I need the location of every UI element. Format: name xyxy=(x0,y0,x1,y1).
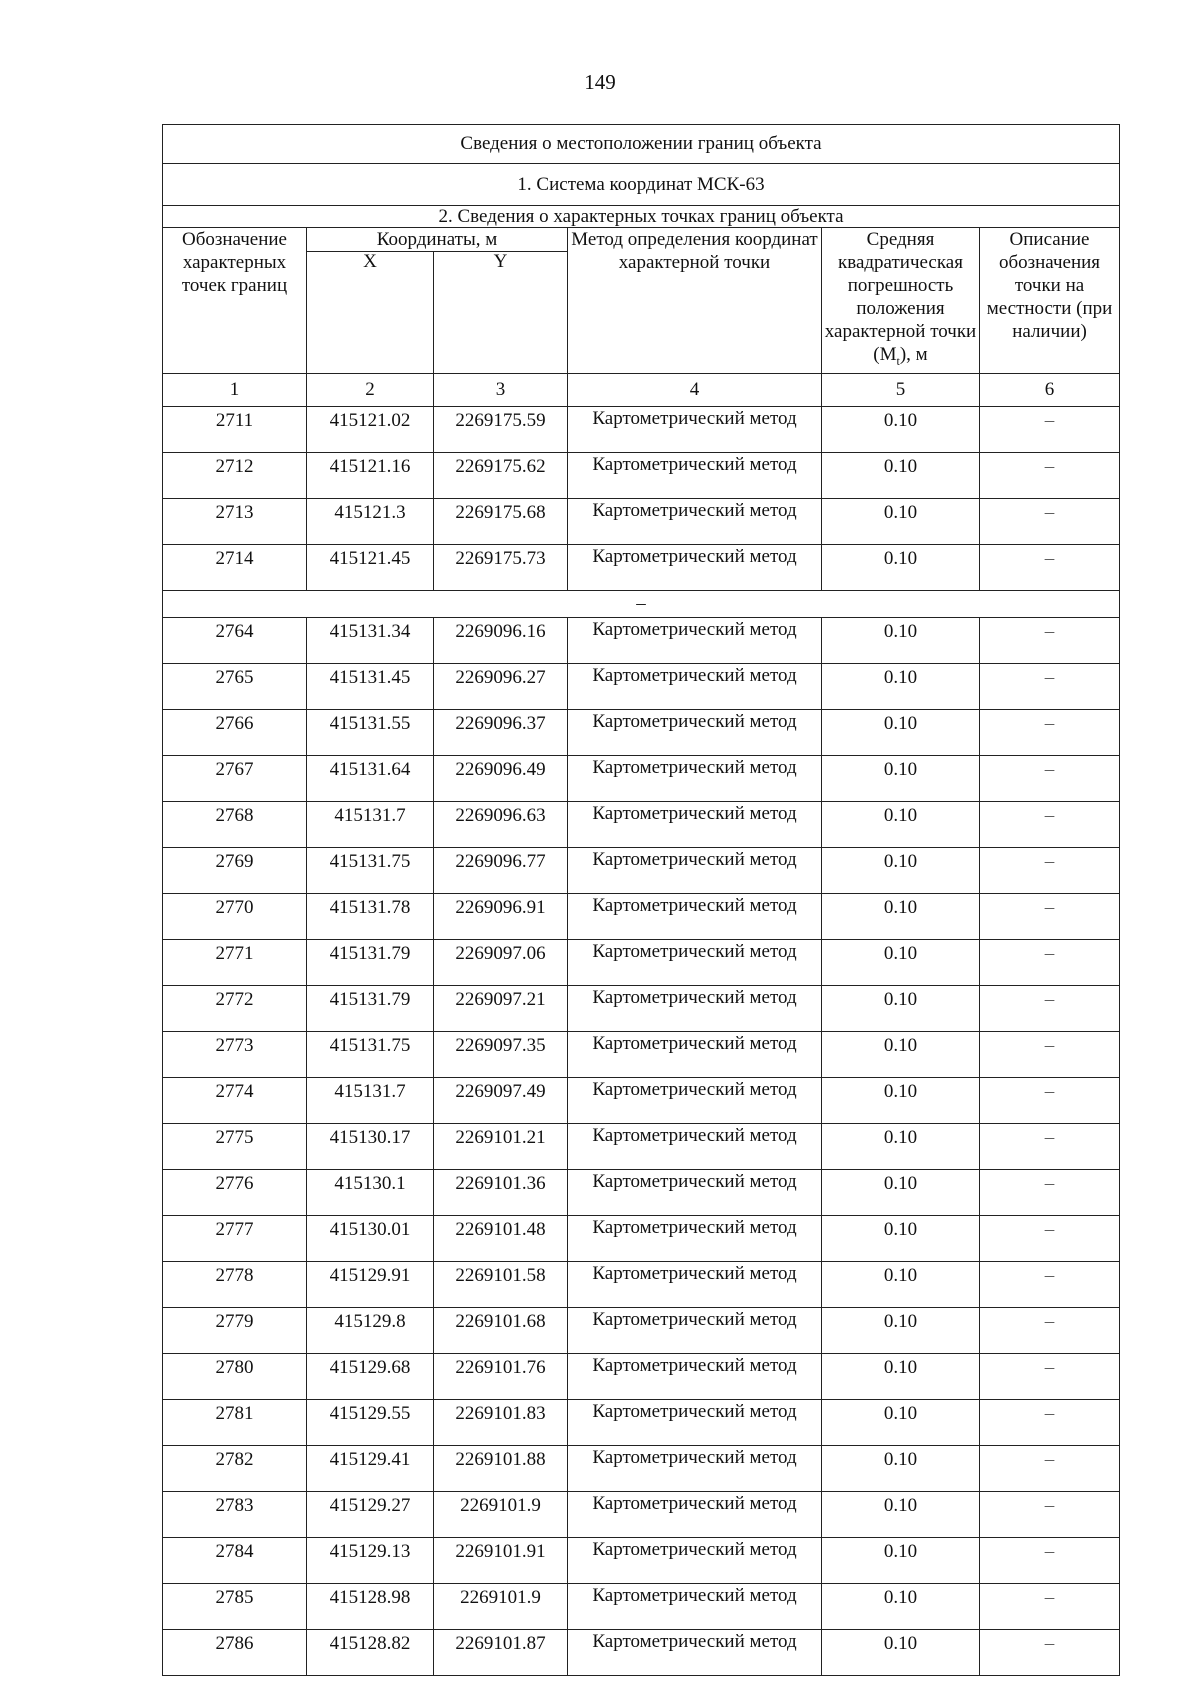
description-cell: – xyxy=(980,985,1120,1031)
method-cell: Картометрический метод xyxy=(568,1399,822,1445)
description-cell: – xyxy=(980,1629,1120,1675)
y-cell: 2269101.21 xyxy=(434,1123,568,1169)
method-cell: Картометрический метод xyxy=(568,617,822,663)
column-number-4: 4 xyxy=(568,373,822,406)
header-error: Средняя квадратическая погрешность положения характерной точки $(M_t)$, м xyxy=(822,228,980,374)
y-cell: 2269096.91 xyxy=(434,893,568,939)
error-cell: 0.10 xyxy=(822,1629,980,1675)
x-cell: 415131.7 xyxy=(307,1077,434,1123)
table-row xyxy=(163,663,1120,709)
method-cell: Картометрический метод xyxy=(568,893,822,939)
page-number: 149 xyxy=(584,70,616,94)
method-cell: Картометрический метод xyxy=(568,1629,822,1675)
x-cell: 415130.1 xyxy=(307,1169,434,1215)
method-cell: Картометрический метод xyxy=(568,1031,822,1077)
description-cell: – xyxy=(980,709,1120,755)
table-row xyxy=(163,1031,1120,1077)
column-numbers-row xyxy=(163,373,1120,406)
x-cell: 415129.55 xyxy=(307,1399,434,1445)
error-cell: 0.10 xyxy=(822,1583,980,1629)
y-cell: 2269101.9 xyxy=(434,1491,568,1537)
header-coordinates: Координаты, м xyxy=(307,228,568,252)
method-cell: Картометрический метод xyxy=(568,406,822,452)
separator-row xyxy=(163,590,1120,617)
method-cell: Картометрический метод xyxy=(568,663,822,709)
point-id-cell: 2784 xyxy=(163,1537,307,1583)
x-cell: 415129.41 xyxy=(307,1445,434,1491)
table-row xyxy=(163,1261,1120,1307)
method-cell: Картометрический метод xyxy=(568,1491,822,1537)
error-cell: 0.10 xyxy=(822,1307,980,1353)
point-id-cell: 2769 xyxy=(163,847,307,893)
y-cell: 2269101.58 xyxy=(434,1261,568,1307)
error-cell: 0.10 xyxy=(822,939,980,985)
header-x: X xyxy=(307,252,434,374)
point-id-cell: 2765 xyxy=(163,663,307,709)
error-cell: 0.10 xyxy=(822,663,980,709)
y-cell: 2269097.21 xyxy=(434,985,568,1031)
point-id-cell: 2712 xyxy=(163,452,307,498)
error-cell: 0.10 xyxy=(822,847,980,893)
description-cell: – xyxy=(980,939,1120,985)
x-cell: 415131.34 xyxy=(307,617,434,663)
y-cell: 2269101.9 xyxy=(434,1583,568,1629)
description-cell: – xyxy=(980,847,1120,893)
point-id-cell: 2768 xyxy=(163,801,307,847)
method-cell: Картометрический метод xyxy=(568,801,822,847)
method-cell: Картометрический метод xyxy=(568,1123,822,1169)
point-id-cell: 2711 xyxy=(163,406,307,452)
description-cell: – xyxy=(980,1077,1120,1123)
table-row xyxy=(163,709,1120,755)
table-row xyxy=(163,1399,1120,1445)
description-cell: – xyxy=(980,801,1120,847)
point-id-cell: 2786 xyxy=(163,1629,307,1675)
error-cell: 0.10 xyxy=(822,406,980,452)
table-title: Сведения о местоположении границ объекта xyxy=(163,125,1120,164)
x-cell: 415131.64 xyxy=(307,755,434,801)
error-cell: 0.10 xyxy=(822,1123,980,1169)
x-cell: 415129.91 xyxy=(307,1261,434,1307)
error-cell: 0.10 xyxy=(822,498,980,544)
x-cell: 415128.82 xyxy=(307,1629,434,1675)
x-cell: 415121.45 xyxy=(307,544,434,590)
error-cell: 0.10 xyxy=(822,1537,980,1583)
point-id-cell: 2714 xyxy=(163,544,307,590)
error-cell: 0.10 xyxy=(822,755,980,801)
y-cell: 2269101.48 xyxy=(434,1215,568,1261)
point-id-cell: 2785 xyxy=(163,1583,307,1629)
point-id-cell: 2767 xyxy=(163,755,307,801)
error-cell: 0.10 xyxy=(822,985,980,1031)
y-cell: 2269097.49 xyxy=(434,1077,568,1123)
x-cell: 415129.8 xyxy=(307,1307,434,1353)
y-cell: 2269101.76 xyxy=(434,1353,568,1399)
x-cell: 415130.17 xyxy=(307,1123,434,1169)
y-cell: 2269101.83 xyxy=(434,1399,568,1445)
y-cell: 2269096.49 xyxy=(434,755,568,801)
column-number-3: 3 xyxy=(434,373,568,406)
error-cell: 0.10 xyxy=(822,452,980,498)
header-description: Описание обозначения точки на местности (при наличии) xyxy=(980,228,1120,374)
table-row xyxy=(163,801,1120,847)
description-cell: – xyxy=(980,1445,1120,1491)
table-row xyxy=(163,544,1120,590)
method-cell: Картометрический метод xyxy=(568,498,822,544)
description-cell: – xyxy=(980,755,1120,801)
point-id-cell: 2778 xyxy=(163,1261,307,1307)
method-cell: Картометрический метод xyxy=(568,985,822,1031)
subsection-title: 2. Сведения о характерных точках границ объекта xyxy=(163,206,1120,228)
x-cell: 415130.01 xyxy=(307,1215,434,1261)
header-y: Y xyxy=(434,252,568,374)
table-row xyxy=(163,406,1120,452)
column-number-6: 6 xyxy=(980,373,1120,406)
point-id-cell: 2775 xyxy=(163,1123,307,1169)
description-cell: – xyxy=(980,1123,1120,1169)
table-row xyxy=(163,498,1120,544)
point-id-cell: 2780 xyxy=(163,1353,307,1399)
x-cell: 415131.45 xyxy=(307,663,434,709)
error-cell: 0.10 xyxy=(822,1077,980,1123)
error-cell: 0.10 xyxy=(822,801,980,847)
description-cell: – xyxy=(980,1583,1120,1629)
y-cell: 2269096.77 xyxy=(434,847,568,893)
method-cell: Картометрический метод xyxy=(568,1353,822,1399)
description-cell: – xyxy=(980,1399,1120,1445)
x-cell: 415129.27 xyxy=(307,1491,434,1537)
x-cell: 415131.7 xyxy=(307,801,434,847)
method-cell: Картометрический метод xyxy=(568,1169,822,1215)
description-cell: – xyxy=(980,893,1120,939)
description-cell: – xyxy=(980,663,1120,709)
column-number-2: 2 xyxy=(307,373,434,406)
point-id-cell: 2782 xyxy=(163,1445,307,1491)
x-cell: 415121.3 xyxy=(307,498,434,544)
table-row xyxy=(163,893,1120,939)
method-cell: Картометрический метод xyxy=(568,1583,822,1629)
error-cell: 0.10 xyxy=(822,709,980,755)
y-cell: 2269175.59 xyxy=(434,406,568,452)
y-cell: 2269097.35 xyxy=(434,1031,568,1077)
error-cell: 0.10 xyxy=(822,544,980,590)
description-cell: – xyxy=(980,544,1120,590)
error-cell: 0.10 xyxy=(822,1353,980,1399)
x-cell: 415131.79 xyxy=(307,985,434,1031)
point-id-cell: 2766 xyxy=(163,709,307,755)
x-cell: 415121.16 xyxy=(307,452,434,498)
y-cell: 2269101.68 xyxy=(434,1307,568,1353)
error-cell: 0.10 xyxy=(822,1169,980,1215)
error-cell: 0.10 xyxy=(822,617,980,663)
error-cell: 0.10 xyxy=(822,1261,980,1307)
method-cell: Картометрический метод xyxy=(568,1307,822,1353)
method-cell: Картометрический метод xyxy=(568,1215,822,1261)
column-number-5: 5 xyxy=(822,373,980,406)
x-cell: 415121.02 xyxy=(307,406,434,452)
y-cell: 2269101.87 xyxy=(434,1629,568,1675)
y-cell: 2269097.06 xyxy=(434,939,568,985)
table-row xyxy=(163,847,1120,893)
boundary-points-table xyxy=(162,124,1120,1676)
header-method: Метод определения координат характерной точки xyxy=(568,228,822,374)
error-cell: 0.10 xyxy=(822,893,980,939)
table-row xyxy=(163,1629,1120,1675)
error-cell: 0.10 xyxy=(822,1215,980,1261)
y-cell: 2269175.68 xyxy=(434,498,568,544)
description-cell: – xyxy=(980,1261,1120,1307)
table-row xyxy=(163,1491,1120,1537)
method-cell: Картометрический метод xyxy=(568,1445,822,1491)
y-cell: 2269096.27 xyxy=(434,663,568,709)
description-cell: – xyxy=(980,1169,1120,1215)
error-cell: 0.10 xyxy=(822,1399,980,1445)
header-designation: Обозначение характерных точек границ xyxy=(163,228,307,374)
method-cell: Картометрический метод xyxy=(568,1077,822,1123)
x-cell: 415129.13 xyxy=(307,1537,434,1583)
column-number-1: 1 xyxy=(163,373,307,406)
method-cell: Картометрический метод xyxy=(568,544,822,590)
y-cell: 2269175.73 xyxy=(434,544,568,590)
description-cell: – xyxy=(980,452,1120,498)
table-row xyxy=(163,1077,1120,1123)
point-id-cell: 2773 xyxy=(163,1031,307,1077)
table-row xyxy=(163,939,1120,985)
y-cell: 2269101.88 xyxy=(434,1445,568,1491)
point-id-cell: 2779 xyxy=(163,1307,307,1353)
table-row xyxy=(163,1445,1120,1491)
point-id-cell: 2777 xyxy=(163,1215,307,1261)
y-cell: 2269175.62 xyxy=(434,452,568,498)
method-cell: Картометрический метод xyxy=(568,939,822,985)
description-cell: – xyxy=(980,617,1120,663)
point-id-cell: 2783 xyxy=(163,1491,307,1537)
point-id-cell: 2764 xyxy=(163,617,307,663)
method-cell: Картометрический метод xyxy=(568,755,822,801)
y-cell: 2269101.91 xyxy=(434,1537,568,1583)
error-cell: 0.10 xyxy=(822,1031,980,1077)
description-cell: – xyxy=(980,1353,1120,1399)
table-row xyxy=(163,985,1120,1031)
table-row xyxy=(163,755,1120,801)
x-cell: 415128.98 xyxy=(307,1583,434,1629)
coordinate-system: 1. Система координат МСК-63 xyxy=(163,164,1120,206)
description-cell: – xyxy=(980,406,1120,452)
description-cell: – xyxy=(980,498,1120,544)
y-cell: 2269101.36 xyxy=(434,1169,568,1215)
method-cell: Картометрический метод xyxy=(568,847,822,893)
y-cell: 2269096.63 xyxy=(434,801,568,847)
table-row xyxy=(163,617,1120,663)
point-id-cell: 2774 xyxy=(163,1077,307,1123)
x-cell: 415131.55 xyxy=(307,709,434,755)
table-row xyxy=(163,1169,1120,1215)
separator-dash: – xyxy=(163,590,1120,617)
x-cell: 415131.75 xyxy=(307,1031,434,1077)
description-cell: – xyxy=(980,1307,1120,1353)
table-row xyxy=(163,1307,1120,1353)
table-row xyxy=(163,452,1120,498)
method-cell: Картометрический метод xyxy=(568,1537,822,1583)
method-cell: Картометрический метод xyxy=(568,709,822,755)
point-id-cell: 2713 xyxy=(163,498,307,544)
description-cell: – xyxy=(980,1215,1120,1261)
error-cell: 0.10 xyxy=(822,1491,980,1537)
table-row xyxy=(163,1353,1120,1399)
error-cell: 0.10 xyxy=(822,1445,980,1491)
y-cell: 2269096.16 xyxy=(434,617,568,663)
table-row xyxy=(163,1537,1120,1583)
point-id-cell: 2772 xyxy=(163,985,307,1031)
point-id-cell: 2781 xyxy=(163,1399,307,1445)
point-id-cell: 2771 xyxy=(163,939,307,985)
method-cell: Картометрический метод xyxy=(568,1261,822,1307)
x-cell: 415131.78 xyxy=(307,893,434,939)
description-cell: – xyxy=(980,1537,1120,1583)
table-row xyxy=(163,1583,1120,1629)
table-row xyxy=(163,1123,1120,1169)
method-cell: Картометрический метод xyxy=(568,452,822,498)
y-cell: 2269096.37 xyxy=(434,709,568,755)
x-cell: 415131.79 xyxy=(307,939,434,985)
description-cell: – xyxy=(980,1031,1120,1077)
x-cell: 415129.68 xyxy=(307,1353,434,1399)
point-id-cell: 2770 xyxy=(163,893,307,939)
x-cell: 415131.75 xyxy=(307,847,434,893)
description-cell: – xyxy=(980,1491,1120,1537)
table-row xyxy=(163,1215,1120,1261)
point-id-cell: 2776 xyxy=(163,1169,307,1215)
